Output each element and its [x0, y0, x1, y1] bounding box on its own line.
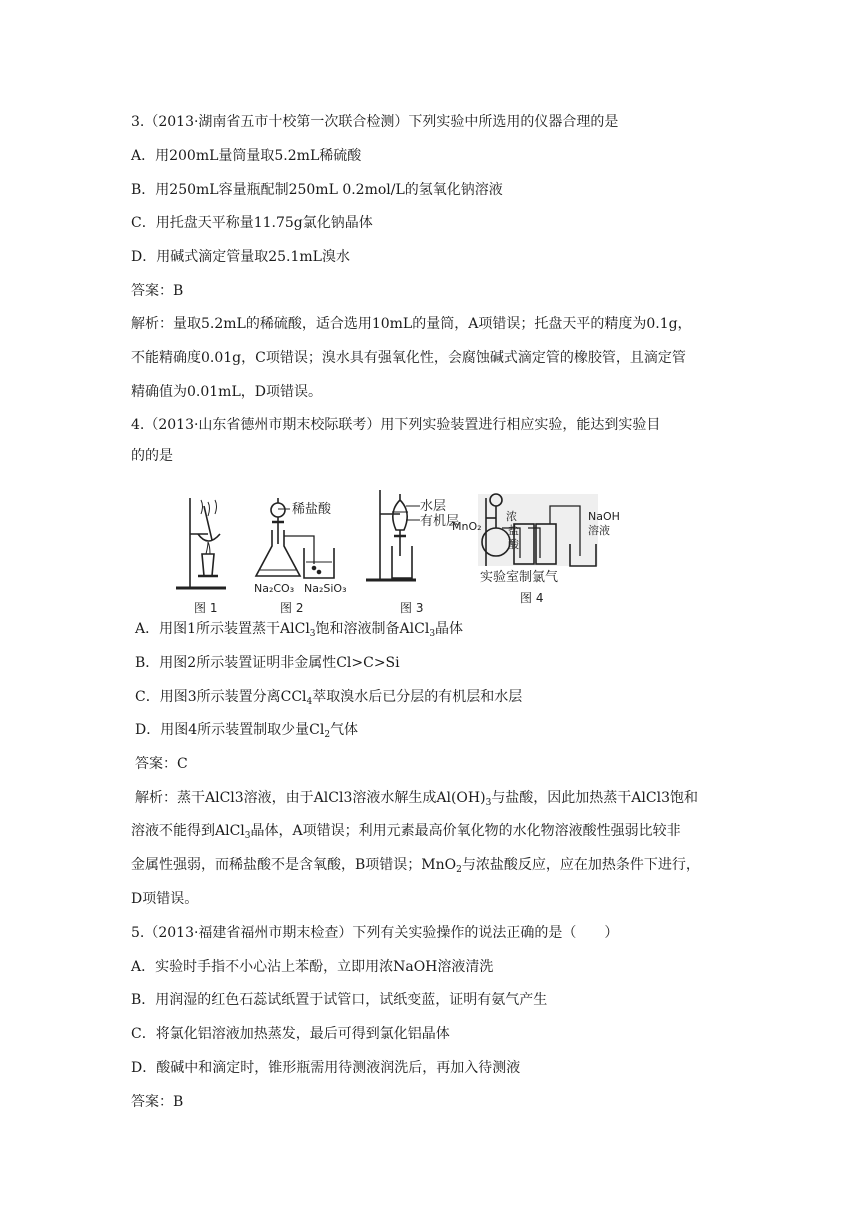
figure-4-chlorine-apparatus: [452, 494, 620, 605]
q4-option-b: B．用图2所示装置证明非金属性Cl>C>Si: [135, 655, 400, 671]
q4-analysis-line-3: 金属性强弱，而稀盐酸不是含氧酸，B项错误；MnO$_2$与浓盐酸反应，应在加热条件下进行，: [131, 857, 700, 875]
q3-option-b: B．用250mL容量瓶配制250mL 0.2mol/L的氢氧化钠溶液: [131, 182, 503, 198]
q5-option-c: C．将氯化铝溶液加热蒸发，最后可得到氯化铝晶体: [131, 1026, 450, 1042]
q3-option-a: A．用200mL量筒量取5.2mL稀硫酸: [131, 148, 362, 164]
q4-analysis-line-2: 溶液不能得到AlCl$_3$晶体，A项错误；利用元素最高价氧化物的水化物溶液酸性强弱比较非: [131, 823, 681, 841]
figure-2-caption: 图 2: [280, 601, 304, 615]
figure-3-separation-apparatus: [366, 490, 459, 615]
q4-option-a: A．用图1所示装置蒸干AlCl$_3$饱和溶液制备AlCl$_3$晶体: [135, 621, 464, 639]
figure-2-acid-label: 稀盐酸: [292, 502, 332, 517]
q3-option-c: C．用托盘天平称量11.75g氯化钠晶体: [131, 215, 373, 231]
figure-4-acid-label-2: 盐: [508, 524, 519, 537]
figure-2-beaker-label: Na₂SiO₃: [304, 582, 347, 595]
figure-4-caption: 图 4: [520, 591, 544, 605]
q4-option-d: D．用图4所示装置制取少量$Cl_2$气体: [135, 722, 359, 740]
q5-answer: 答案：B: [131, 1094, 184, 1110]
q4-stem-line-1: 4.（2013·山东省德州市期末校际联考）用下列实验装置进行相应实验，能达到实验目: [131, 417, 661, 433]
figure-3-caption: 图 3: [400, 601, 424, 615]
q3-analysis-line-1: 解析：量取5.2mL的稀硫酸，适合选用10mL的量筒，A项错误；托盘天平的精度为0.1g，: [131, 316, 692, 332]
figure-2-flask-label: Na₂CO₃: [254, 582, 295, 595]
q3-stem: 3.（2013·湖南省五市十校第一次联合检测）下列实验中所选用的仪器合理的是: [131, 114, 619, 130]
figure-4-oxide-label: MnO₂: [452, 520, 482, 533]
q4-option-c: C．用图3所示装置分离CCl$_4$萃取溴水后已分层的有机层和水层: [135, 689, 523, 707]
figure-2-acid-strength-apparatus: [254, 498, 347, 615]
q4-answer: 答案：C: [135, 756, 188, 772]
q3-analysis-line-2: 不能精确度0.01g，C项错误；溴水具有强氧化性，会腐蚀碱式滴定管的橡胶管，且滴定管: [131, 350, 686, 366]
figure-1-evaporation-apparatus: [176, 498, 226, 615]
q3-analysis-line-3: 精确值为0.01mL，D项错误。: [131, 384, 322, 400]
q5-stem: 5.（2013·福建省福州市期末检查）下列有关实验操作的说法正确的是（ ）: [131, 925, 619, 941]
q3-option-d: D．用碱式滴定管量取25.1mL溴水: [131, 249, 350, 265]
figure-4-title: 实验室制氯气: [480, 570, 559, 585]
q5-option-d: D．酸碱中和滴定时，锥形瓶需用待测液润洗后，再加入待测液: [131, 1060, 521, 1076]
figure-4-acid-label-3: 酸: [508, 538, 519, 551]
q4-analysis-line-4: D项错误。: [131, 891, 199, 907]
figure-4-acid-label-1: 浓: [506, 510, 517, 523]
figure-4-solution-label: 溶液: [588, 524, 610, 537]
figure-1-caption: 图 1: [194, 601, 218, 615]
q4-analysis-line-1: 解析：蒸干AlCl3溶液，由于AlCl3溶液水解生成$Al(OH)_3$与盐酸，因此加热蒸干AlCl3饱和: [135, 790, 698, 808]
figure-4-naoh-label: NaOH: [588, 510, 620, 523]
apparatus-figure: [168, 484, 668, 616]
figure-3-organic-label: 有机层: [420, 514, 460, 529]
q4-stem-line-2: 的的是: [131, 448, 173, 464]
q5-option-b: B．用润湿的红色石蕊试纸置于试管口，试纸变蓝，证明有氨气产生: [131, 992, 548, 1008]
q5-option-a: A．实验时手指不小心沾上苯酚，立即用浓NaOH溶液清洗: [131, 959, 494, 975]
figure-3-water-label: 水层: [420, 499, 447, 514]
q3-answer: 答案：B: [131, 283, 184, 299]
